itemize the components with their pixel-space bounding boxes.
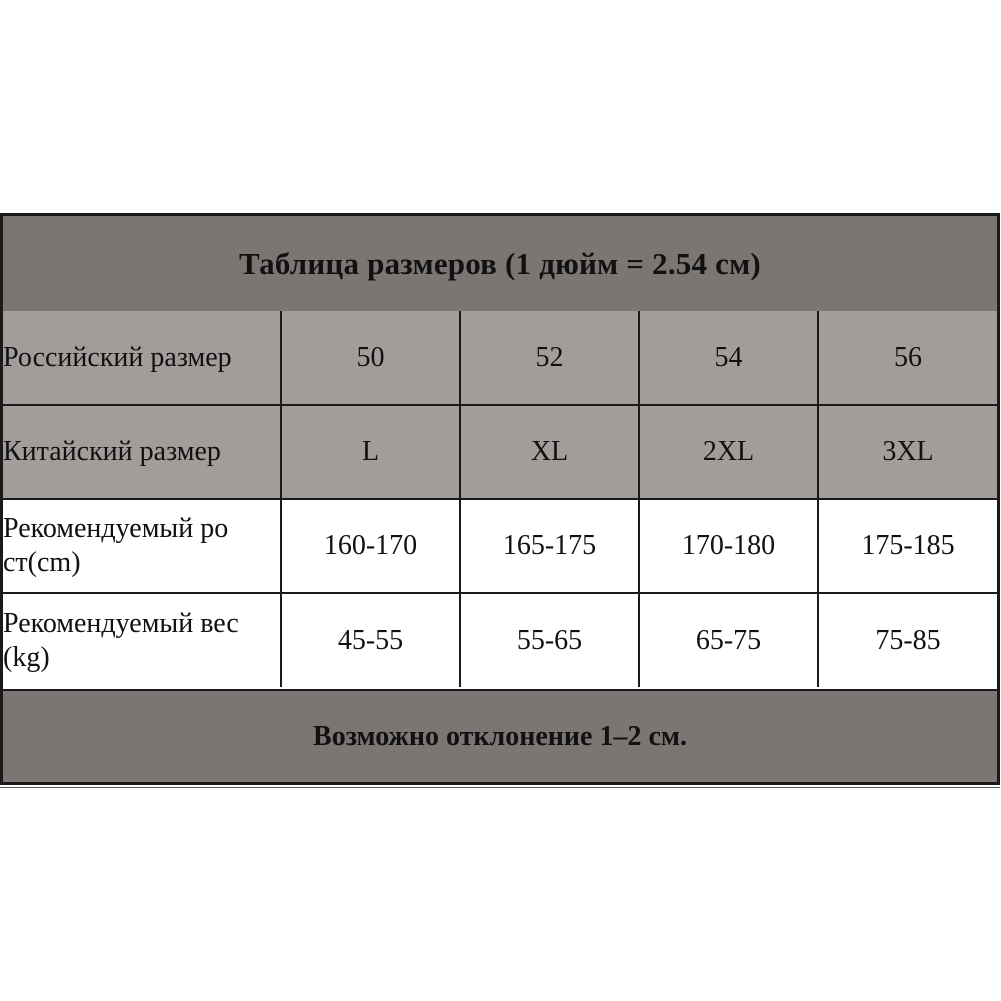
table-row-recommended-weight xyxy=(3,593,997,687)
table-row-chinese-size xyxy=(3,405,997,499)
table-cell: 55-65 xyxy=(460,593,639,687)
table-cell: 165-175 xyxy=(460,499,639,593)
table-cell: XL xyxy=(460,405,639,499)
row-label: Рекомендуемый ро ст(cm) xyxy=(3,499,281,593)
table-cell: 50 xyxy=(281,311,460,405)
table-cell: 56 xyxy=(818,311,997,405)
table-cell: 170-180 xyxy=(639,499,818,593)
row-label: Российский размер xyxy=(3,311,281,405)
chart-title: Таблица размеров (1 дюйм = 2.54 см) xyxy=(3,216,997,313)
row-label: Рекомендуемый вес (kg) xyxy=(3,593,281,687)
divider xyxy=(0,787,1000,788)
size-table xyxy=(3,311,997,687)
table-cell: 2XL xyxy=(639,405,818,499)
table-row-russian-size xyxy=(3,311,997,405)
table-cell: 3XL xyxy=(818,405,997,499)
table-cell: 45-55 xyxy=(281,593,460,687)
table-cell: 54 xyxy=(639,311,818,405)
table-cell: 75-85 xyxy=(818,593,997,687)
table-cell: 175-185 xyxy=(818,499,997,593)
table-cell: 160-170 xyxy=(281,499,460,593)
table-row-recommended-height xyxy=(3,499,997,593)
table-cell: 65-75 xyxy=(639,593,818,687)
row-label: Китайский размер xyxy=(3,405,281,499)
size-chart xyxy=(0,213,1000,785)
table-cell: L xyxy=(281,405,460,499)
table-cell: 52 xyxy=(460,311,639,405)
deviation-note: Возможно отклонение 1–2 см. xyxy=(3,689,997,782)
